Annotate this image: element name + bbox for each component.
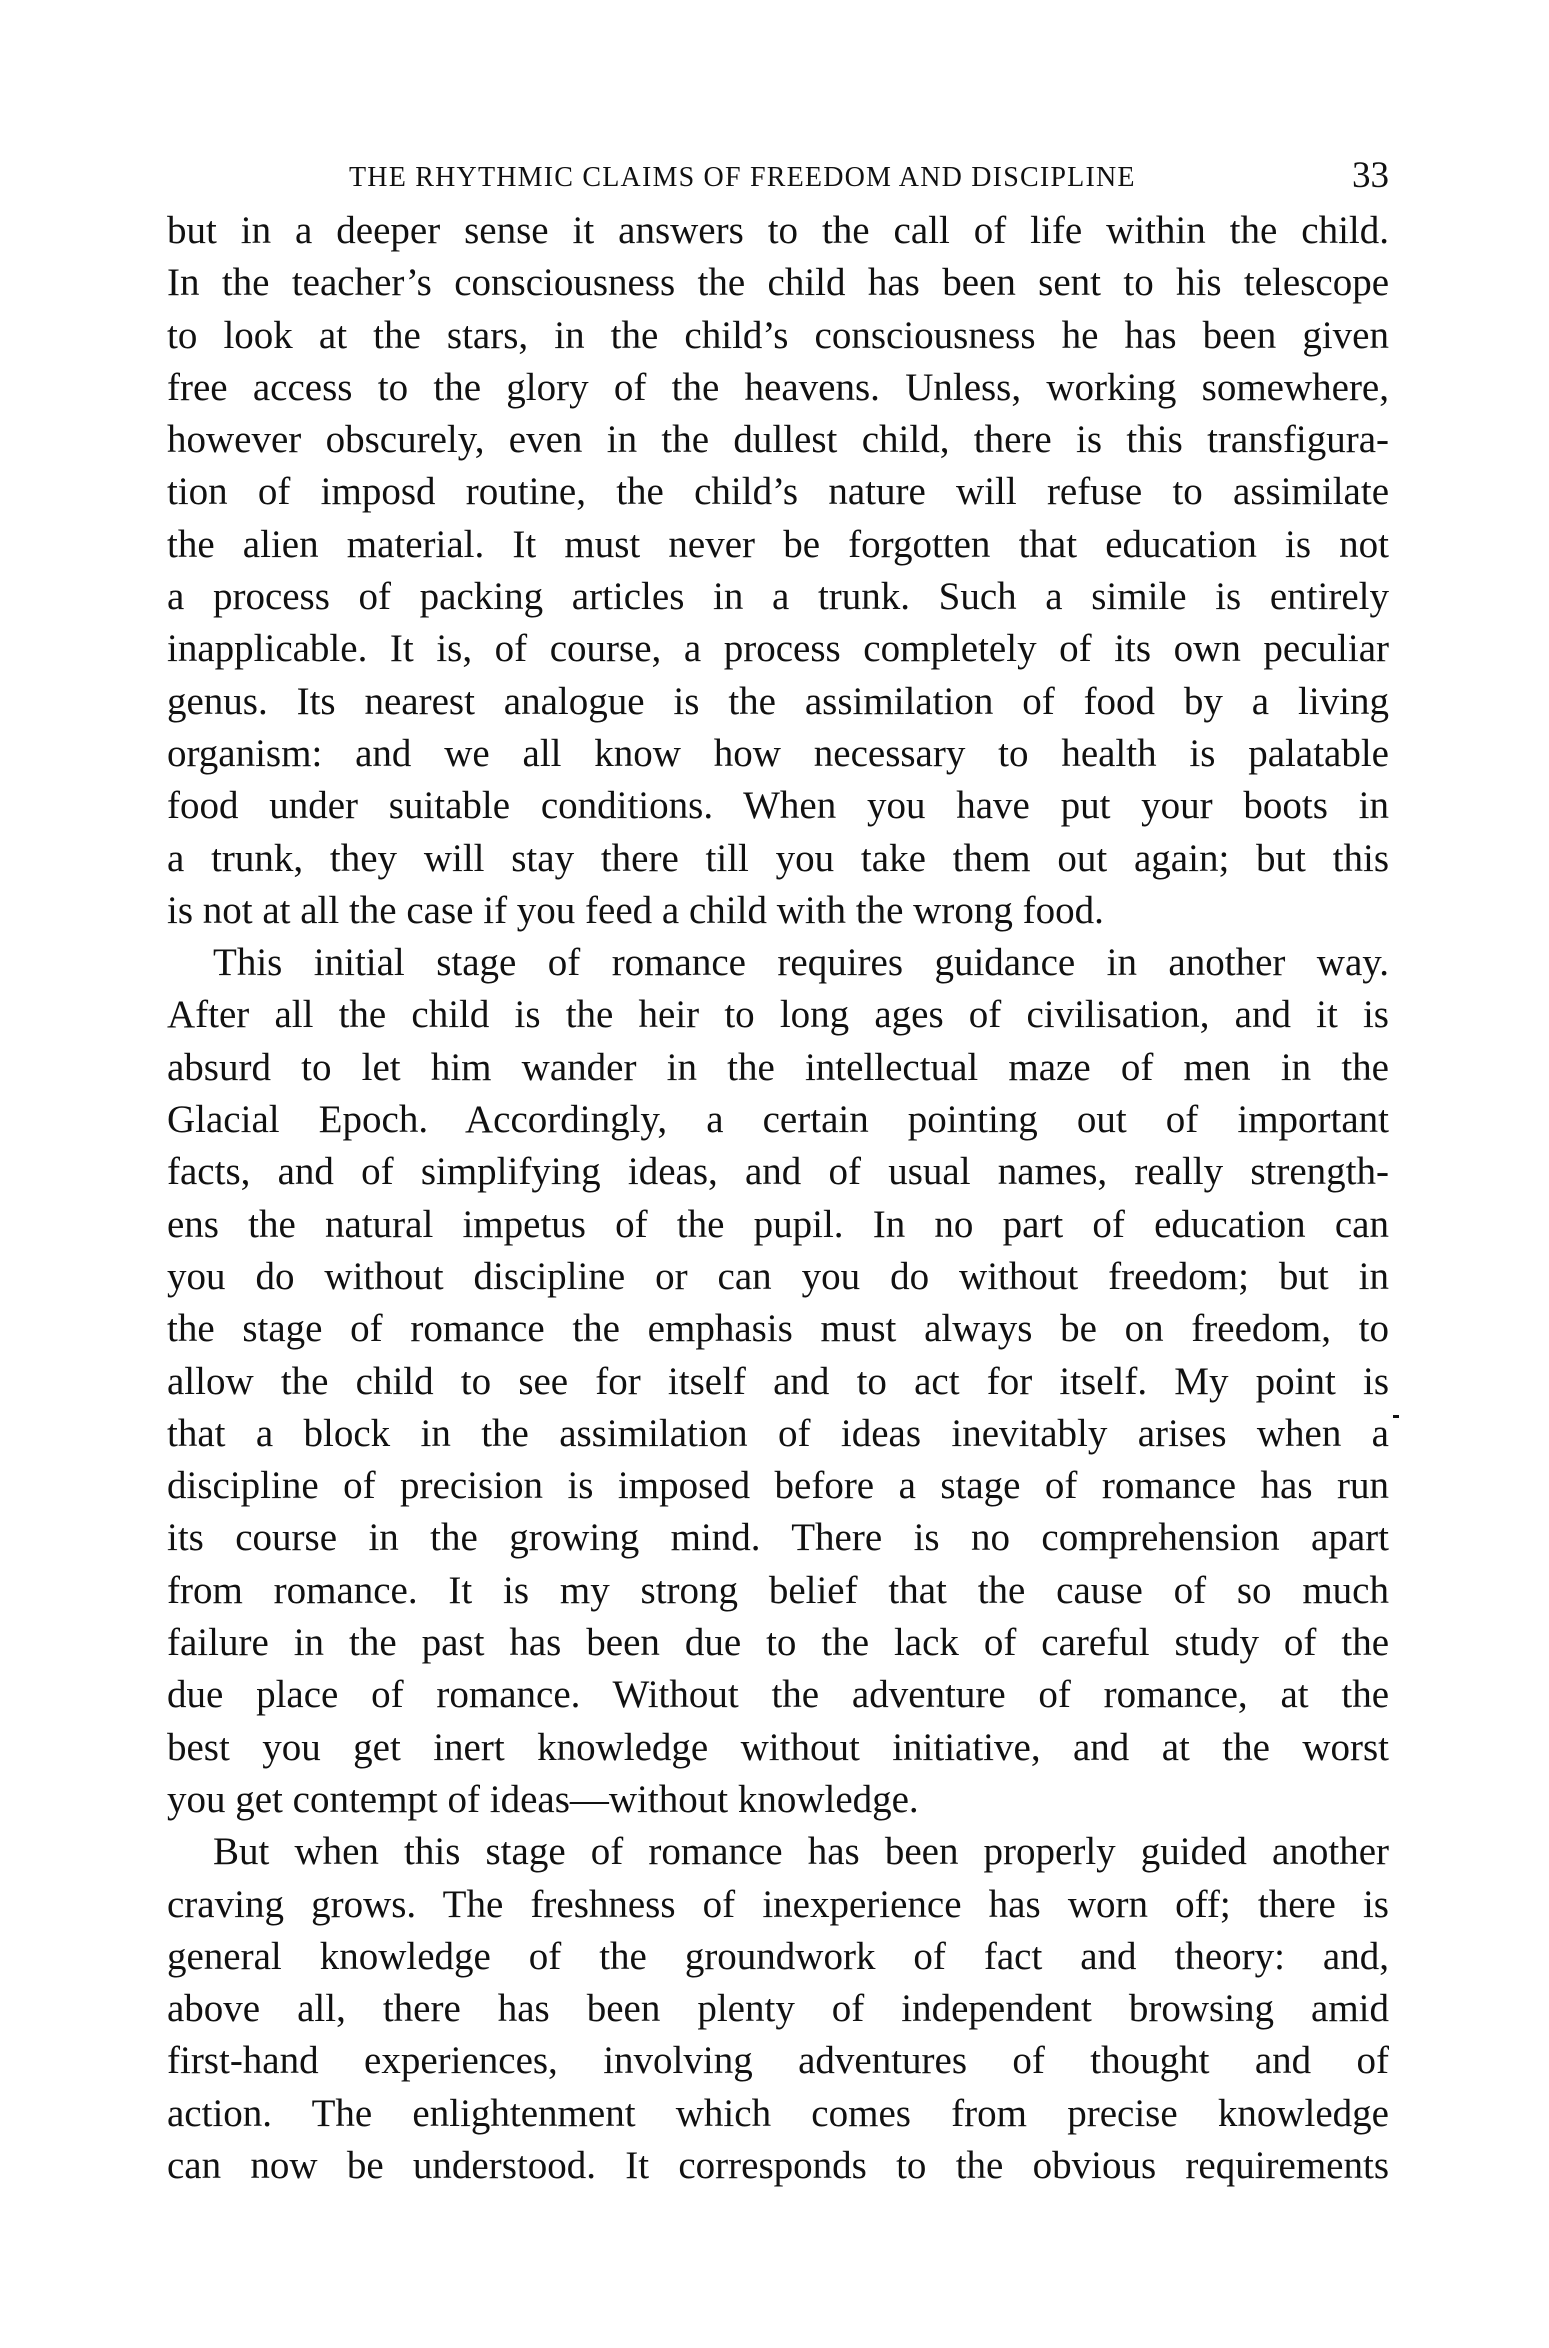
text-line: genus. Its nearest analogue is the assimilation of food by a living <box>167 679 1389 723</box>
print-speck <box>1393 1415 1399 1418</box>
text-line: you get contempt of ideas—without knowledge. <box>167 1777 919 1821</box>
text-line: first-hand experiences, involving adventures of thought and of <box>167 2039 1389 2083</box>
text-line: In the teacher’s consciousness the child has been sent to his telescope <box>167 261 1389 305</box>
text-line: a process of packing articles in a trunk. Such a simile is entirely <box>167 575 1389 619</box>
text-line: free access to the glory of the heavens. Unless, working somewhere, <box>167 365 1389 409</box>
running-title: THE RHYTHMIC CLAIMS OF FREEDOM AND DISCIPLINE <box>349 162 1136 193</box>
text-line: facts, and of simplifying ideas, and of usual names, really strength- <box>167 1150 1389 1194</box>
text-line: ens the natural impetus of the pupil. In no part of education can <box>167 1202 1389 1246</box>
text-line: action. The enlightenment which comes from precise knowledge <box>167 2091 1389 2135</box>
text-line: best you get inert knowledge without initiative, and at the worst <box>167 1725 1389 1769</box>
text-line: allow the child to see for itself and to act for itself. My point is <box>167 1359 1389 1403</box>
text-line: a trunk, they will stay there till you take them out again; but this <box>167 836 1389 880</box>
running-head <box>167 152 1389 200</box>
body-text <box>167 205 1389 2192</box>
text-line: absurd to let him wander in the intellectual maze of men in the <box>167 1045 1389 1089</box>
text-line: failure in the past has been due to the lack of careful study of the <box>167 1621 1389 1665</box>
text-line: from romance. It is my strong belief that the cause of so much <box>167 1568 1389 1612</box>
text-line: discipline of precision is imposed before a stage of romance has run <box>167 1464 1389 1508</box>
page-number: 33 <box>1352 155 1389 196</box>
text-line: is not at all the case if you feed a child with the wrong food. <box>167 888 1104 932</box>
text-line: Glacial Epoch. Accordingly, a certain pointing out of important <box>167 1098 1389 1142</box>
text-line: food under suitable conditions. When you have put your boots in <box>167 784 1389 828</box>
text-line: can now be understood. It corresponds to the obvious requirements <box>167 2143 1389 2187</box>
text-line: general knowledge of the groundwork of fact and theory: and, <box>167 1934 1389 1978</box>
text-line: tion of imposd routine, the child’s nature will refuse to assimilate <box>167 470 1389 514</box>
text-line: to look at the stars, in the child’s consciousness he has been given <box>167 313 1389 357</box>
text-line: but in a deeper sense it answers to the call of life within the child. <box>167 209 1389 252</box>
text-line: due place of romance. Without the adventure of romance, at the <box>167 1673 1389 1717</box>
text-line: the stage of romance the emphasis must always be on freedom, to <box>167 1307 1389 1351</box>
paragraph-first-line: This initial stage of romance requires guidance in another way. <box>213 941 1389 985</box>
text-line: its course in the growing mind. There is no comprehension apart <box>167 1516 1389 1560</box>
text-line: inapplicable. It is, of course, a process completely of its own peculiar <box>167 627 1389 671</box>
text-line: that a block in the assimilation of ideas inevitably arises when a <box>167 1411 1389 1455</box>
text-line: organism: and we all know how necessary to health is palatable <box>167 731 1389 775</box>
text-line: you do without discipline or can you do without freedom; but in <box>167 1254 1389 1298</box>
text-line: however obscurely, even in the dullest child, there is this transfigura- <box>167 418 1389 462</box>
text-line: the alien material. It must never be forgotten that education is not <box>167 522 1389 566</box>
text-line: After all the child is the heir to long ages of civilisation, and it is <box>167 993 1389 1037</box>
paragraph-first-line: But when this stage of romance has been properly guided another <box>213 1830 1389 1874</box>
text-line: above all, there has been plenty of independent browsing amid <box>167 1987 1389 2031</box>
text-line: craving grows. The freshness of inexperience has worn off; there is <box>167 1882 1389 1926</box>
